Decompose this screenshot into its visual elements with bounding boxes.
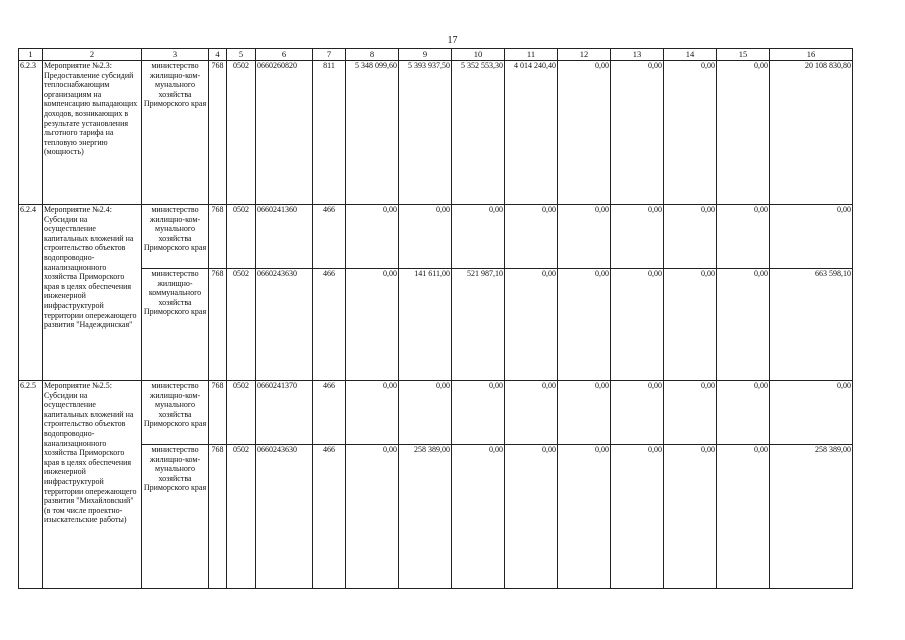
column-header: 12 [558, 49, 611, 61]
cell-c8: 5 348 099,60 [346, 61, 399, 205]
cell-c6: 0660260820 [256, 61, 313, 205]
page-number: 17 [447, 35, 458, 46]
cell-c6: 0660243630 [256, 269, 313, 381]
activity-name: Мероприятие №2.5: Субсидии на осуществление капитальных вложений на строительство объектов водопроводно-канализационного хозяйства Приморского края в целях обеспечения инженерной инфраструктурой территории опережающего развития "Михайловский" (в том числе проектно-изыскательские работы) [43, 381, 142, 589]
cell-c15: 0,00 [717, 269, 770, 381]
cell-c8: 0,00 [346, 205, 399, 269]
cell-c4: 768 [209, 205, 227, 269]
budget-table [18, 48, 853, 589]
cell-c10: 5 352 553,30 [452, 61, 505, 205]
cell-c13: 0,00 [611, 445, 664, 589]
cell-c7: 466 [313, 445, 346, 589]
column-header: 5 [227, 49, 256, 61]
column-header: 14 [664, 49, 717, 61]
cell-c11: 0,00 [505, 381, 558, 445]
cell-c14: 0,00 [664, 269, 717, 381]
cell-c10: 521 987,10 [452, 269, 505, 381]
column-header: 9 [399, 49, 452, 61]
column-header: 1 [19, 49, 43, 61]
cell-c6: 0660241370 [256, 381, 313, 445]
cell-c9: 141 611,00 [399, 269, 452, 381]
column-header: 7 [313, 49, 346, 61]
cell-c15: 0,00 [717, 205, 770, 269]
organization: министерство жилищно-ком-мунального хозяйства Приморского края [142, 381, 209, 445]
cell-c11: 0,00 [505, 269, 558, 381]
cell-c8: 0,00 [346, 445, 399, 589]
cell-c9: 0,00 [399, 381, 452, 445]
cell-c8: 0,00 [346, 381, 399, 445]
cell-c12: 0,00 [558, 205, 611, 269]
activity-name: Мероприятие №2.4: Субсидии на осуществление капитальных вложений на строительство объектов водопроводно-канализационного хозяйства Приморского края в целях обеспечения инженерной инфраструктурой территории опережающего развития "Надеждинская" [43, 205, 142, 381]
row-id: 6.2.5 [19, 381, 43, 589]
cell-c14: 0,00 [664, 381, 717, 445]
cell-c7: 466 [313, 269, 346, 381]
row-id: 6.2.4 [19, 205, 43, 381]
cell-c4: 768 [209, 269, 227, 381]
table-row [19, 205, 853, 269]
cell-c16: 20 108 830,80 [770, 61, 853, 205]
column-header: 15 [717, 49, 770, 61]
cell-c16: 258 389,00 [770, 445, 853, 589]
column-number-row [19, 49, 853, 61]
table-row [19, 269, 853, 381]
cell-c7: 466 [313, 381, 346, 445]
column-header: 4 [209, 49, 227, 61]
column-header: 16 [770, 49, 853, 61]
cell-c16: 0,00 [770, 205, 853, 269]
table-row [19, 445, 853, 589]
cell-c15: 0,00 [717, 445, 770, 589]
cell-c8: 0,00 [346, 269, 399, 381]
cell-c15: 0,00 [717, 381, 770, 445]
table-row [19, 61, 853, 205]
cell-c13: 0,00 [611, 61, 664, 205]
column-header: 3 [142, 49, 209, 61]
cell-c9: 0,00 [399, 205, 452, 269]
cell-c10: 0,00 [452, 445, 505, 589]
cell-c10: 0,00 [452, 205, 505, 269]
column-header: 10 [452, 49, 505, 61]
organization: министерство жилищно-коммунального хозяйства Приморского края [142, 269, 209, 381]
cell-c13: 0,00 [611, 381, 664, 445]
row-id: 6.2.3 [19, 61, 43, 205]
cell-c15: 0,00 [717, 61, 770, 205]
cell-c9: 258 389,00 [399, 445, 452, 589]
cell-c12: 0,00 [558, 269, 611, 381]
cell-c10: 0,00 [452, 381, 505, 445]
cell-c11: 0,00 [505, 205, 558, 269]
cell-c5: 0502 [227, 445, 256, 589]
cell-c11: 0,00 [505, 445, 558, 589]
cell-c13: 0,00 [611, 205, 664, 269]
column-header: 11 [505, 49, 558, 61]
cell-c16: 0,00 [770, 381, 853, 445]
cell-c5: 0502 [227, 61, 256, 205]
cell-c4: 768 [209, 61, 227, 205]
cell-c12: 0,00 [558, 381, 611, 445]
cell-c4: 768 [209, 445, 227, 589]
cell-c12: 0,00 [558, 445, 611, 589]
cell-c16: 663 598,10 [770, 269, 853, 381]
cell-c5: 0502 [227, 205, 256, 269]
cell-c5: 0502 [227, 269, 256, 381]
table-row [19, 381, 853, 445]
column-header: 2 [43, 49, 142, 61]
cell-c11: 4 014 240,40 [505, 61, 558, 205]
organization: министерство жилищно-ком-мунального хозяйства Приморского края [142, 61, 209, 205]
cell-c5: 0502 [227, 381, 256, 445]
cell-c12: 0,00 [558, 61, 611, 205]
column-header: 13 [611, 49, 664, 61]
cell-c13: 0,00 [611, 269, 664, 381]
column-header: 6 [256, 49, 313, 61]
cell-c7: 811 [313, 61, 346, 205]
cell-c14: 0,00 [664, 205, 717, 269]
organization: министерство жилищно-ком-мунального хозяйства Приморского края [142, 445, 209, 589]
cell-c14: 0,00 [664, 61, 717, 205]
cell-c6: 0660243630 [256, 445, 313, 589]
cell-c6: 0660241360 [256, 205, 313, 269]
organization: министерство жилищно-ком-мунального хозяйства Приморского края [142, 205, 209, 269]
cell-c4: 768 [209, 381, 227, 445]
cell-c7: 466 [313, 205, 346, 269]
cell-c9: 5 393 937,50 [399, 61, 452, 205]
column-header: 8 [346, 49, 399, 61]
cell-c14: 0,00 [664, 445, 717, 589]
activity-name: Мероприятие №2.3: Предоставление субсидий теплоснабжающим организациям на компенсацию выпадающих доходов, возникающих в результате установления льготного тарифа на тепловую энергию (мощность) [43, 61, 142, 205]
